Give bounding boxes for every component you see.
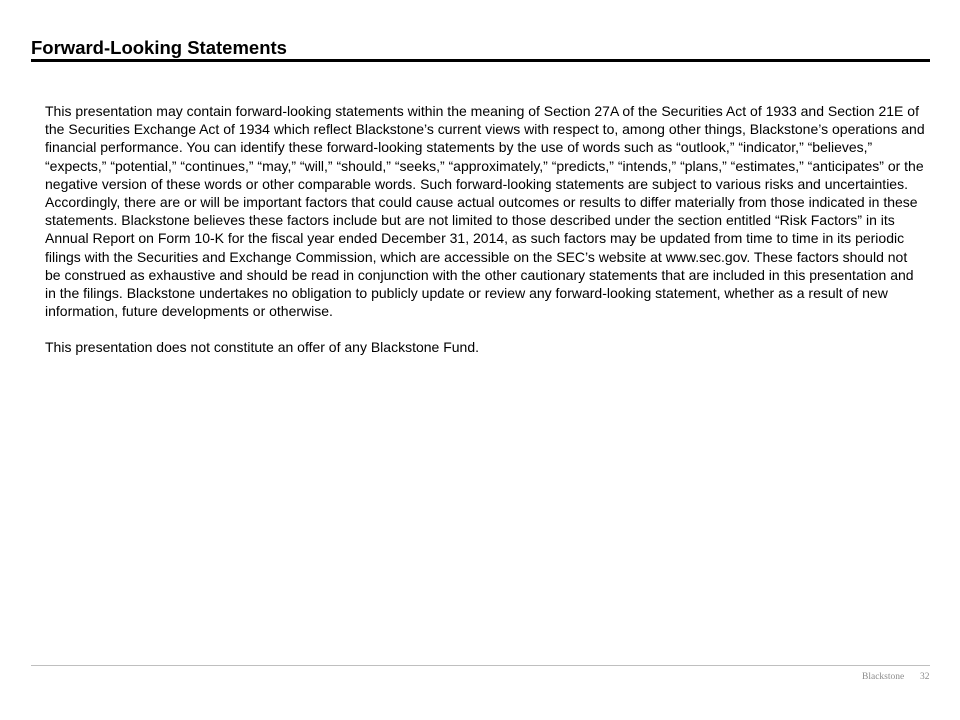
offer-disclaimer-paragraph: This presentation does not constitute an offer of any Blackstone Fund. bbox=[45, 339, 480, 356]
slide-body bbox=[45, 102, 925, 357]
title-divider bbox=[31, 59, 930, 62]
footer-divider bbox=[31, 665, 930, 666]
disclaimer-paragraph: This presentation may contain forward-looking statements within the meaning of Section 27A of the Securities Act of 1933 and Section 21E of the Securities Exchange Act of 1934 which reflect Blackstone’s current views with respect to, among other things, Blackstone’s operations and financial performance. You can identify these forward-looking statements by the use of words such as “outlook,” “indicator,” “believes,” “expects,” “potential,” “continues,” “may,” “will,” “should,” “seeks,” “approximately,” “predicts,” “intends,” “plans,” “estimates,” “anticipates” or the negative version of these words or other comparable words. Such forward-looking statements are subject to various risks and uncertainties. Accordingly, there are or will be important factors that could cause actual outcomes or results to differ materially from those indicated in these statements. Blackstone believes these factors include but are not limited to those described under the section entitled “Risk Factors” in its Annual Report on Form 10-K for the fiscal year ended December 31, 2014, as such factors may be updated from time to time in its periodic filings with the Securities and Exchange Commission, which are accessible on the SEC’s website at www.sec.gov. These factors should not be construed as exhaustive and should be read in conjunction with the other cautionary statements that are included in this presentation and in the filings. Blackstone undertakes no obligation to publicly update or review any forward-looking statement, whether as a result of new information, future developments or otherwise. bbox=[45, 103, 925, 320]
page-number: 32 bbox=[920, 672, 930, 682]
footer-brand-name: Blackstone bbox=[862, 672, 905, 682]
page-title: Forward-Looking Statements bbox=[31, 37, 287, 58]
